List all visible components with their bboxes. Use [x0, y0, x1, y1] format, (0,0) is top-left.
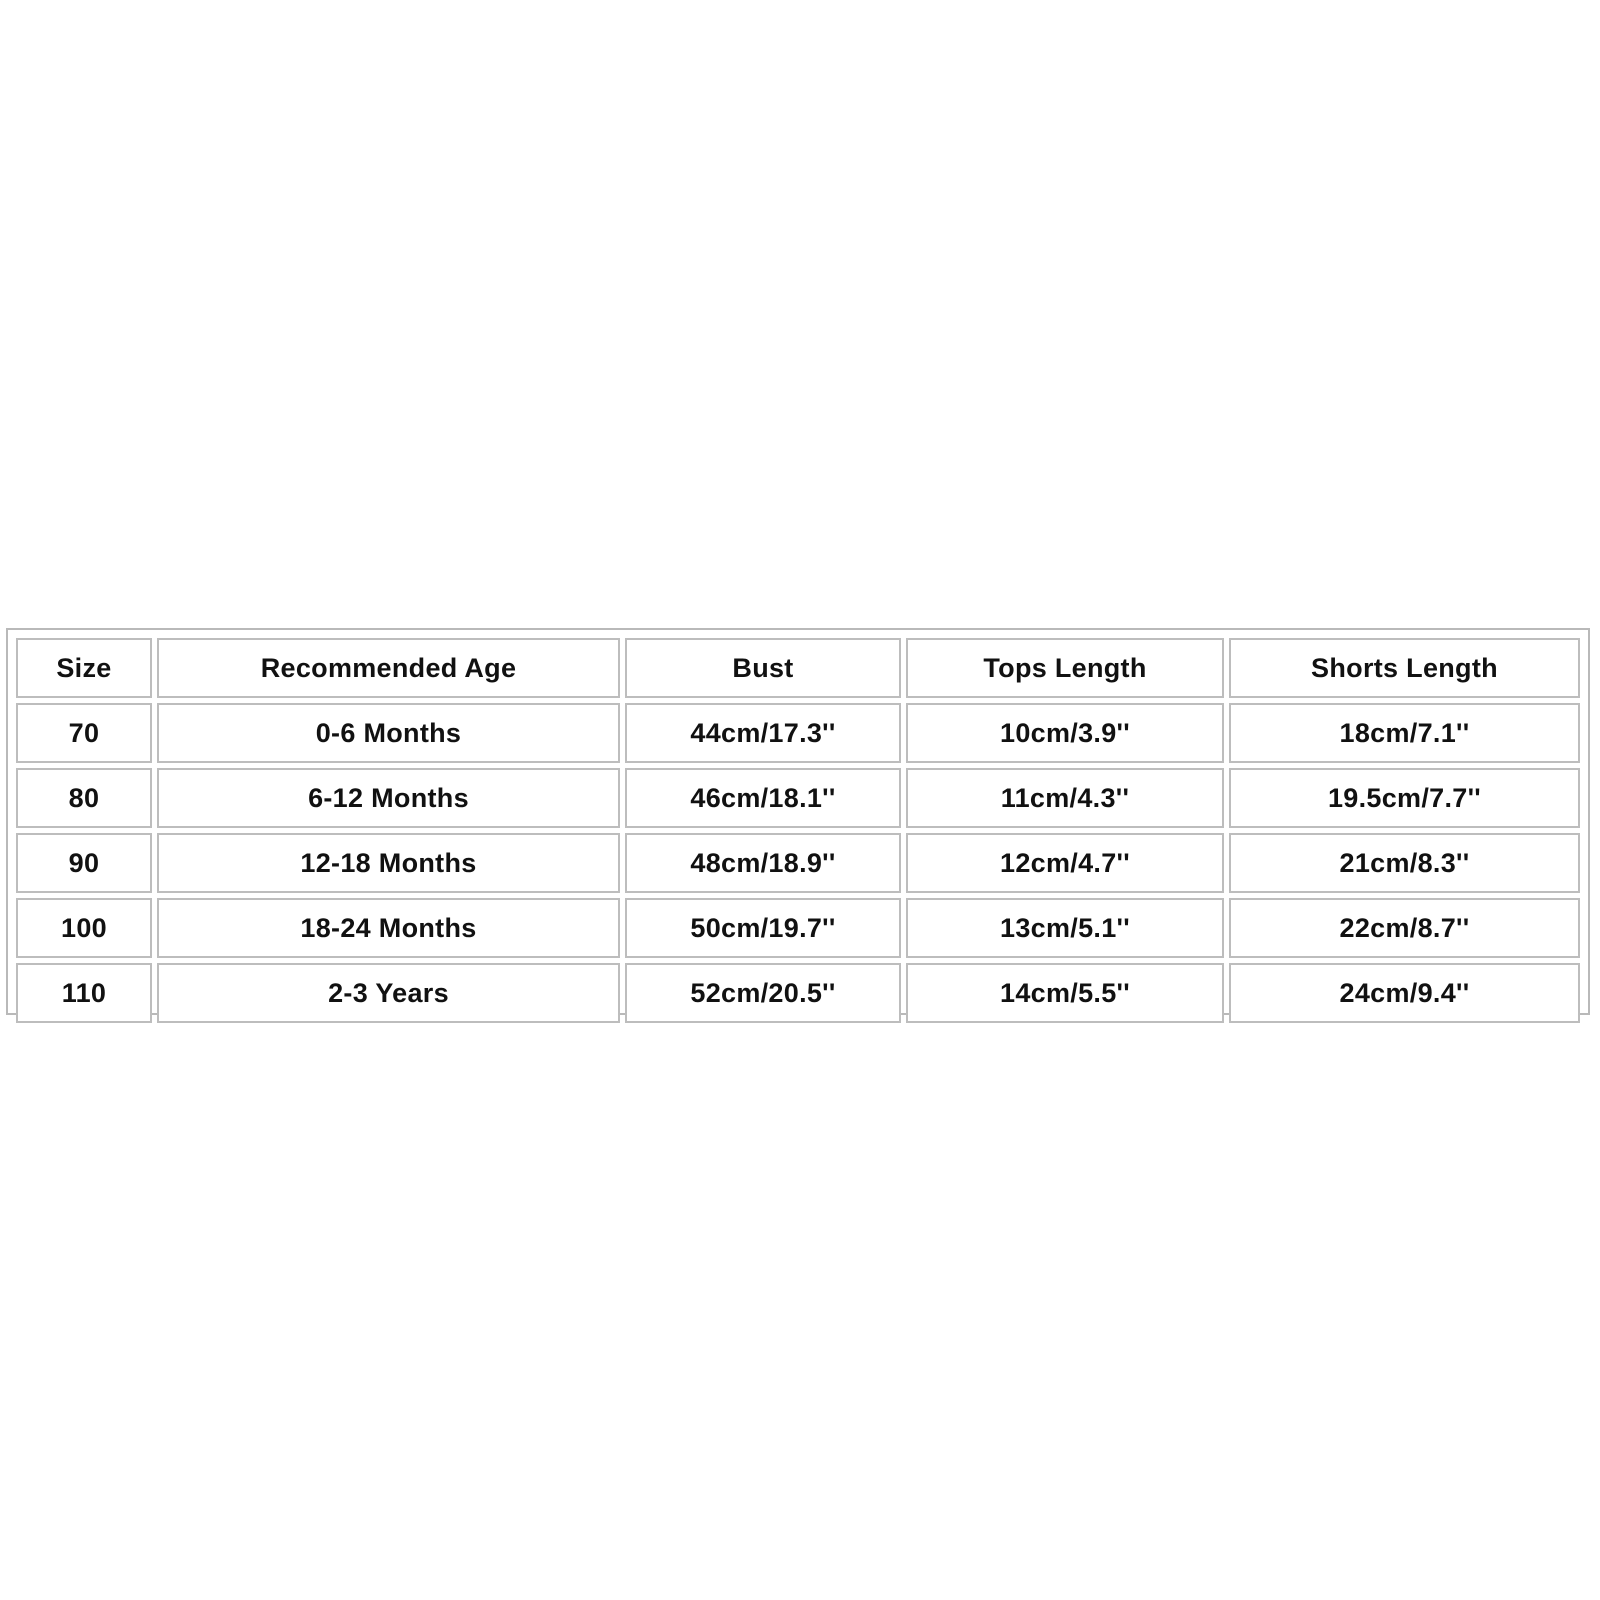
cell-recommended-age: 12-18 Months — [157, 833, 620, 893]
table-row — [16, 963, 1580, 1023]
cell-size: 100 — [16, 898, 152, 958]
cell-size: 110 — [16, 963, 152, 1023]
cell-tops-length: 14cm/5.5'' — [906, 963, 1224, 1023]
cell-shorts-length: 24cm/9.4'' — [1229, 963, 1580, 1023]
cell-size: 70 — [16, 703, 152, 763]
cell-size: 90 — [16, 833, 152, 893]
cell-shorts-length: 18cm/7.1'' — [1229, 703, 1580, 763]
cell-bust: 48cm/18.9'' — [625, 833, 901, 893]
cell-bust: 46cm/18.1'' — [625, 768, 901, 828]
cell-bust: 50cm/19.7'' — [625, 898, 901, 958]
header-tops-length: Tops Length — [906, 638, 1224, 698]
cell-recommended-age: 6-12 Months — [157, 768, 620, 828]
cell-bust: 52cm/20.5'' — [625, 963, 901, 1023]
header-bust: Bust — [625, 638, 901, 698]
table-row — [16, 703, 1580, 763]
cell-bust: 44cm/17.3'' — [625, 703, 901, 763]
size-chart-frame — [6, 628, 1590, 1015]
table-row — [16, 833, 1580, 893]
header-size: Size — [16, 638, 152, 698]
cell-tops-length: 11cm/4.3'' — [906, 768, 1224, 828]
cell-recommended-age: 2-3 Years — [157, 963, 620, 1023]
table-row — [16, 898, 1580, 958]
cell-shorts-length: 22cm/8.7'' — [1229, 898, 1580, 958]
cell-size: 80 — [16, 768, 152, 828]
header-recommended-age: Recommended Age — [157, 638, 620, 698]
header-shorts-length: Shorts Length — [1229, 638, 1580, 698]
cell-shorts-length: 21cm/8.3'' — [1229, 833, 1580, 893]
table-row — [16, 768, 1580, 828]
cell-recommended-age: 0-6 Months — [157, 703, 620, 763]
cell-tops-length: 12cm/4.7'' — [906, 833, 1224, 893]
size-chart-table — [11, 633, 1585, 1028]
cell-tops-length: 13cm/5.1'' — [906, 898, 1224, 958]
cell-tops-length: 10cm/3.9'' — [906, 703, 1224, 763]
table-header-row — [16, 638, 1580, 698]
cell-recommended-age: 18-24 Months — [157, 898, 620, 958]
cell-shorts-length: 19.5cm/7.7'' — [1229, 768, 1580, 828]
